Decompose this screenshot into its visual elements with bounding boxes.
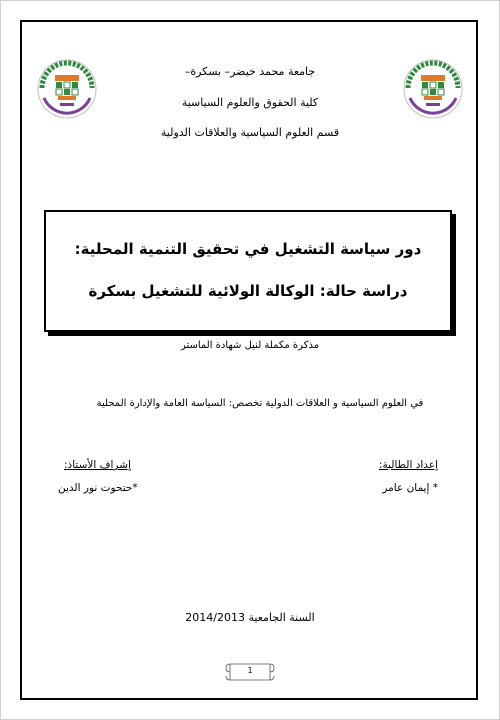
university-logo-left	[36, 58, 98, 120]
memo-specialization: في العلوم السياسية و العلاقات الدولية تخصص: السياسة العامة والإدارة المحلية	[96, 398, 424, 409]
thesis-title-line-2: دراسة حالة: الوكالة الولائية للتشغيل بسكرة	[88, 282, 408, 300]
department-name: قسم العلوم السياسية والعلاقات الدولية	[160, 126, 340, 139]
student-name: * إيمان عامر	[382, 482, 438, 494]
page-frame	[20, 20, 478, 700]
page-number: 1	[247, 666, 253, 675]
supervisor-name: *حتحوت نور الدين	[58, 482, 138, 494]
academic-year: السنة الجامعية 2014/2013	[185, 611, 315, 624]
university-logo-right	[402, 58, 464, 120]
supervised-by-label: إشراف الأستاذ:	[64, 459, 131, 471]
university-name: جامعة محمد خيضر– بسكرة–	[184, 65, 316, 78]
thesis-title-line-1: دور سياسة التشغيل في تحقيق التنمية المحلية:	[74, 240, 422, 258]
prepared-by-label: إعداد الطالبة:	[378, 459, 438, 471]
thesis-title-box	[44, 210, 452, 332]
faculty-name: كلية الحقوق والعلوم السياسية	[181, 96, 319, 109]
page-number-scroll-icon	[222, 656, 278, 686]
memo-description: مذكرة مكملة لنيل شهادة الماستر	[180, 340, 320, 351]
